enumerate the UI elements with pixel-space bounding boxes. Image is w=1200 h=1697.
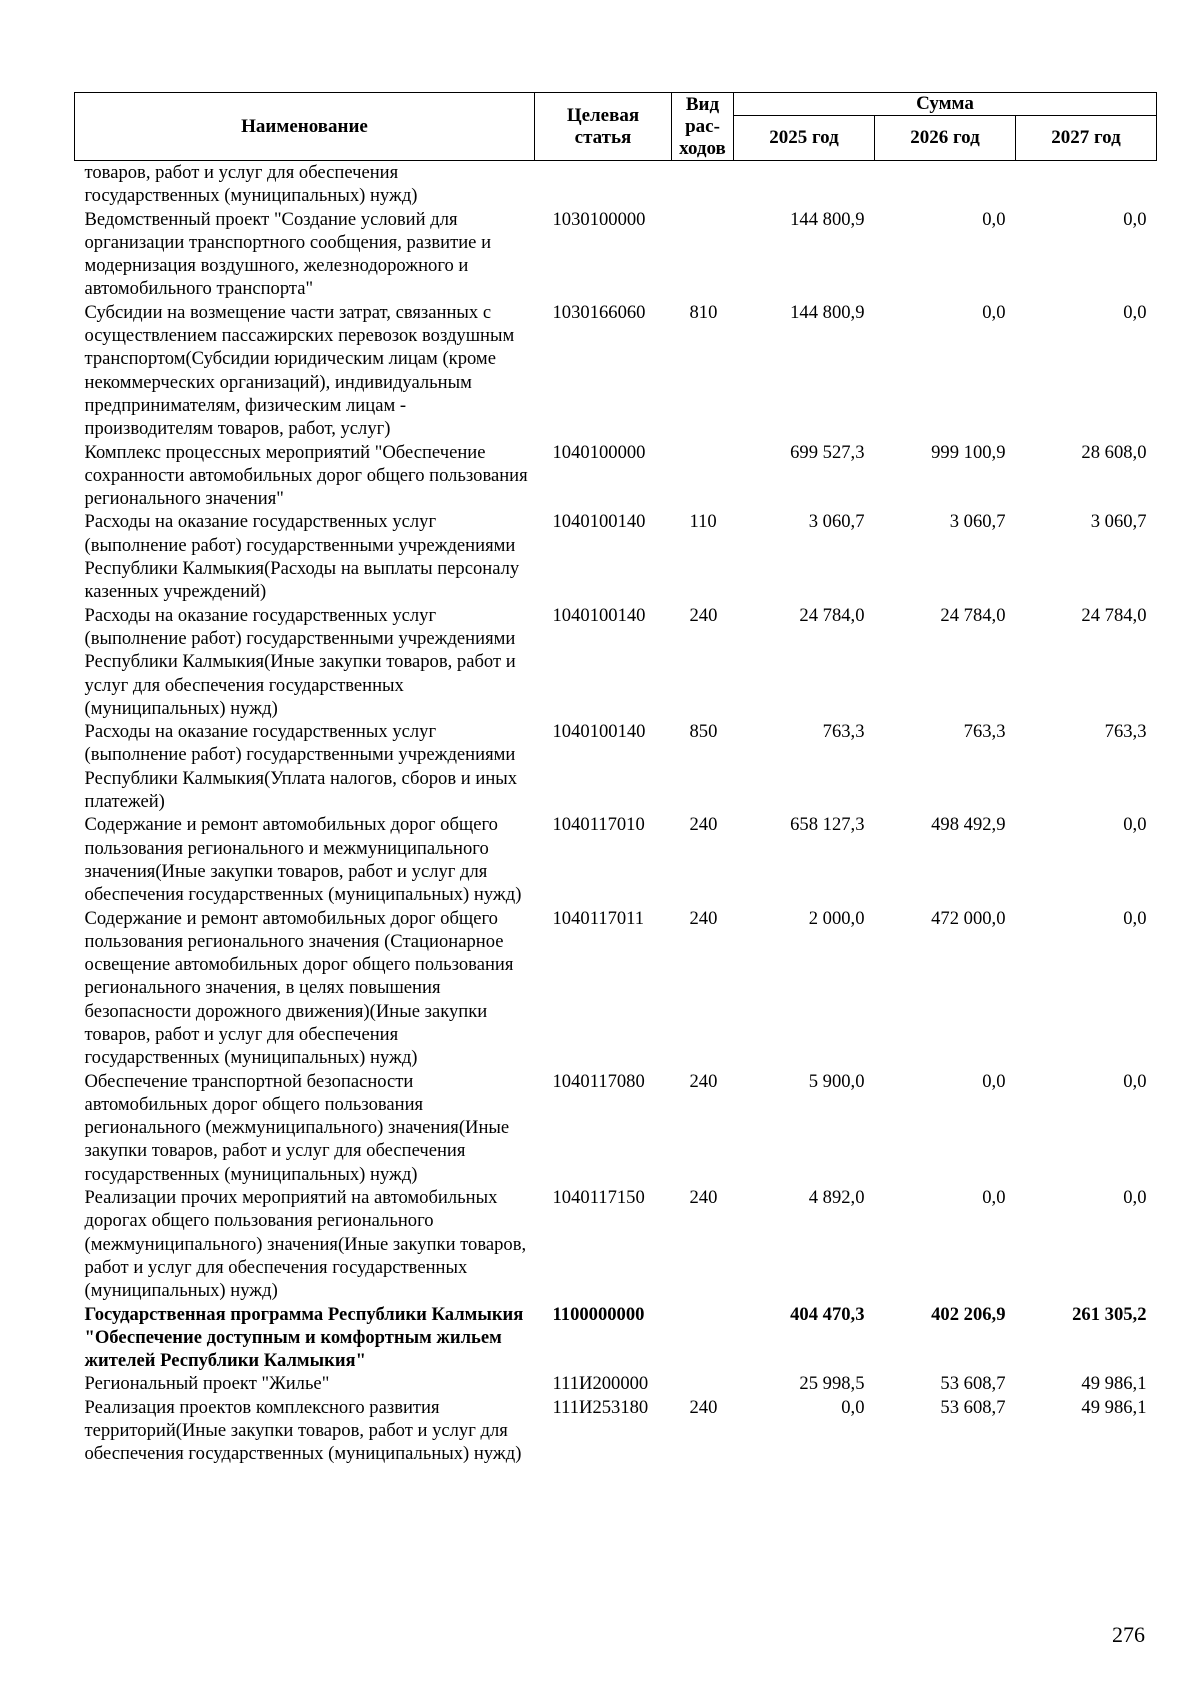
table-body [75, 161, 1157, 1466]
cell-sum-2026: 999 100,9 [931, 441, 1006, 463]
cell-sum-2025: 404 470,3 [790, 1303, 865, 1325]
cell-sum-2027: 24 784,0 [1081, 604, 1147, 626]
table-row [75, 510, 1157, 603]
cell-sum-2026: 498 492,9 [931, 814, 1006, 836]
cell-sum-2025: 2 000,0 [808, 907, 865, 929]
cell-sum-2027: 49 986,1 [1081, 1396, 1147, 1418]
cell-sum-2027: 28 608,0 [1081, 441, 1147, 463]
cell-sum-2025: 699 527,3 [790, 441, 865, 463]
table-row [75, 1372, 1157, 1395]
cell-sum-2026: 53 608,7 [940, 1373, 1006, 1395]
table-row [75, 1186, 1157, 1302]
cell-target-article: 1030100000 [552, 208, 646, 230]
cell-sum-2026: 0,0 [982, 1070, 1006, 1092]
table-row [75, 1396, 1157, 1466]
cell-sum-2026: 53 608,7 [940, 1396, 1006, 1418]
cell-target-article: 1040117010 [552, 814, 645, 836]
cell-expense-type: 240 [689, 814, 718, 836]
cell-sum-2025: 0,0 [841, 1396, 865, 1418]
budget-table [74, 92, 1157, 1466]
cell-sum-2027: 0,0 [1123, 208, 1147, 230]
table-row [75, 441, 1157, 511]
cell-expense-type: 240 [689, 1070, 718, 1092]
header-year-2026: 2026 год [875, 116, 1016, 161]
cell-target-article: 1040100140 [552, 721, 646, 743]
cell-target-article: 1030166060 [552, 301, 646, 323]
cell-sum-2027: 0,0 [1123, 907, 1147, 929]
table-row [75, 161, 1157, 208]
cell-sum-2026: 402 206,9 [931, 1303, 1006, 1325]
cell-target-article: 1100000000 [552, 1303, 645, 1325]
cell-sum-2026: 0,0 [982, 1187, 1006, 1209]
cell-name: Содержание и ремонт автомобильных дорог общего пользования регионального значения (Стационарное освещение автомобильных дорог общего пользования регионального значения, в целях повышения безопасности дорожного движения)(Иные закупки товаров, работ и услуг для обеспечения государственных (муниципальных) нужд) [84, 907, 514, 1069]
cell-target-article: 111И253180 [552, 1396, 649, 1418]
cell-sum-2027: 763,3 [1104, 721, 1147, 743]
cell-sum-2026: 763,3 [963, 721, 1006, 743]
cell-sum-2027: 0,0 [1123, 1070, 1147, 1092]
cell-sum-2026 [875, 161, 1016, 208]
cell-expense-type [672, 1303, 734, 1373]
header-name: Наименование [75, 93, 535, 161]
cell-name: Расходы на оказание государственных услуг (выполнение работ) государственными учреждениями Республики Калмыкия(Расходы на выплаты персоналу казенных учреждений) [84, 511, 520, 603]
cell-sum-2025: 763,3 [822, 721, 865, 743]
cell-sum-2027: 0,0 [1123, 301, 1147, 323]
cell-sum-2026: 24 784,0 [940, 604, 1006, 626]
cell-sum-2026: 472 000,0 [931, 907, 1006, 929]
cell-name: Обеспечение транспортной безопасности автомобильных дорог общего пользования регионального (межмуниципального) значения(Иные закупки товаров, работ и услуг для обеспечения государственных (муниципальных) нужд) [84, 1070, 510, 1185]
cell-sum-2025: 144 800,9 [790, 208, 865, 230]
header-sum: Сумма [734, 93, 1157, 116]
cell-name: Региональный проект "Жилье" [84, 1373, 330, 1395]
header-expense-type: Вид рас-ходов [672, 93, 734, 161]
table-row [75, 813, 1157, 906]
cell-sum-2027: 0,0 [1123, 1187, 1147, 1209]
header-year-2027: 2027 год [1016, 116, 1157, 161]
header-year-2025: 2025 год [734, 116, 875, 161]
cell-expense-type: 240 [689, 1396, 718, 1418]
cell-name: Расходы на оказание государственных услуг (выполнение работ) государственными учреждениями Республики Калмыкия(Иные закупки товаров, работ и услуг для обеспечения государственных (муниципальных) нужд) [84, 604, 516, 719]
cell-expense-type: 240 [689, 1187, 718, 1209]
cell-expense-type [672, 441, 734, 511]
cell-expense-type: 850 [689, 721, 718, 743]
table-row [75, 1303, 1157, 1373]
cell-name: Комплекс процессных мероприятий "Обеспечение сохранности автомобильных дорог общего пользования регионального значения" [84, 441, 528, 510]
cell-target-article: 1040100000 [552, 441, 646, 463]
cell-target-article: 111И200000 [552, 1373, 649, 1395]
table-row [75, 604, 1157, 720]
cell-expense-type [672, 161, 734, 208]
cell-sum-2026: 0,0 [982, 301, 1006, 323]
table-row [75, 208, 1157, 301]
table-row [75, 1070, 1157, 1186]
cell-name: Ведомственный проект "Создание условий для организации транспортного сообщения, развитие и модернизация воздушного, железнодорожного и автомобильного транспорта" [84, 208, 492, 300]
cell-target-article: 1040117150 [552, 1187, 645, 1209]
table-row [75, 301, 1157, 441]
cell-sum-2027: 261 305,2 [1072, 1303, 1147, 1325]
cell-sum-2027: 0,0 [1123, 814, 1147, 836]
cell-target-article: 1040117080 [552, 1070, 645, 1092]
cell-target-article: 1040100140 [552, 604, 646, 626]
header-target-article: Целевая статья [535, 93, 672, 161]
cell-expense-type: 240 [689, 907, 718, 929]
budget-table-container [74, 92, 1157, 1466]
cell-sum-2025: 144 800,9 [790, 301, 865, 323]
cell-sum-2026: 3 060,7 [949, 511, 1006, 533]
cell-target-article: 1040117011 [552, 907, 645, 929]
page-number: 276 [1112, 1622, 1145, 1647]
cell-expense-type [672, 1372, 734, 1395]
table-header [75, 93, 1157, 161]
cell-sum-2025 [734, 161, 875, 208]
cell-sum-2025: 3 060,7 [808, 511, 865, 533]
cell-sum-2025: 25 998,5 [799, 1373, 865, 1395]
cell-sum-2027: 3 060,7 [1090, 511, 1147, 533]
cell-name: Субсидии на возмещение части затрат, связанных с осуществлением пассажирских перевозок воздушным транспортом(Субсидии юридическим лицам (кроме некоммерческих организаций), индивидуальным предпринимателям, физическим лицам - производителям товаров, работ, услуг) [84, 301, 515, 440]
cell-sum-2025: 4 892,0 [808, 1187, 865, 1209]
cell-name: Реализации прочих мероприятий на автомобильных дорогах общего пользования регионального (межмуниципального) значения(Иные закупки товаров, работ и услуг для обеспечения государственных (муниципальных) нужд) [84, 1187, 527, 1302]
cell-name: Реализация проектов комплексного развития территорий(Иные закупки товаров, работ и услуг для обеспечения государственных (муниципальных) нужд) [84, 1396, 522, 1465]
cell-expense-type: 110 [689, 511, 717, 533]
cell-sum-2025: 24 784,0 [799, 604, 865, 626]
cell-sum-2027 [1016, 161, 1157, 208]
cell-sum-2025: 5 900,0 [808, 1070, 865, 1092]
table-row [75, 907, 1157, 1070]
cell-sum-2026: 0,0 [982, 208, 1006, 230]
cell-name: товаров, работ и услуг для обеспечения государственных (муниципальных) нужд) [84, 162, 418, 207]
cell-expense-type: 240 [689, 604, 718, 626]
cell-sum-2025: 658 127,3 [790, 814, 865, 836]
cell-name: Государственная программа Республики Калмыкия "Обеспечение доступным и комфортным жильем жителей Республики Калмыкия" [84, 1303, 524, 1372]
cell-expense-type [672, 208, 734, 301]
cell-target-article [535, 161, 672, 208]
cell-expense-type: 810 [689, 301, 718, 323]
cell-name: Расходы на оказание государственных услуг (выполнение работ) государственными учреждениями Республики Калмыкия(Уплата налогов, сборов и иных платежей) [84, 721, 518, 813]
cell-name: Содержание и ремонт автомобильных дорог общего пользования регионального и межмуниципального значения(Иные закупки товаров, работ и услуг для обеспечения государственных (муниципальных) нужд) [84, 814, 522, 906]
cell-sum-2027: 49 986,1 [1081, 1373, 1147, 1395]
table-row [75, 720, 1157, 813]
cell-target-article: 1040100140 [552, 511, 646, 533]
